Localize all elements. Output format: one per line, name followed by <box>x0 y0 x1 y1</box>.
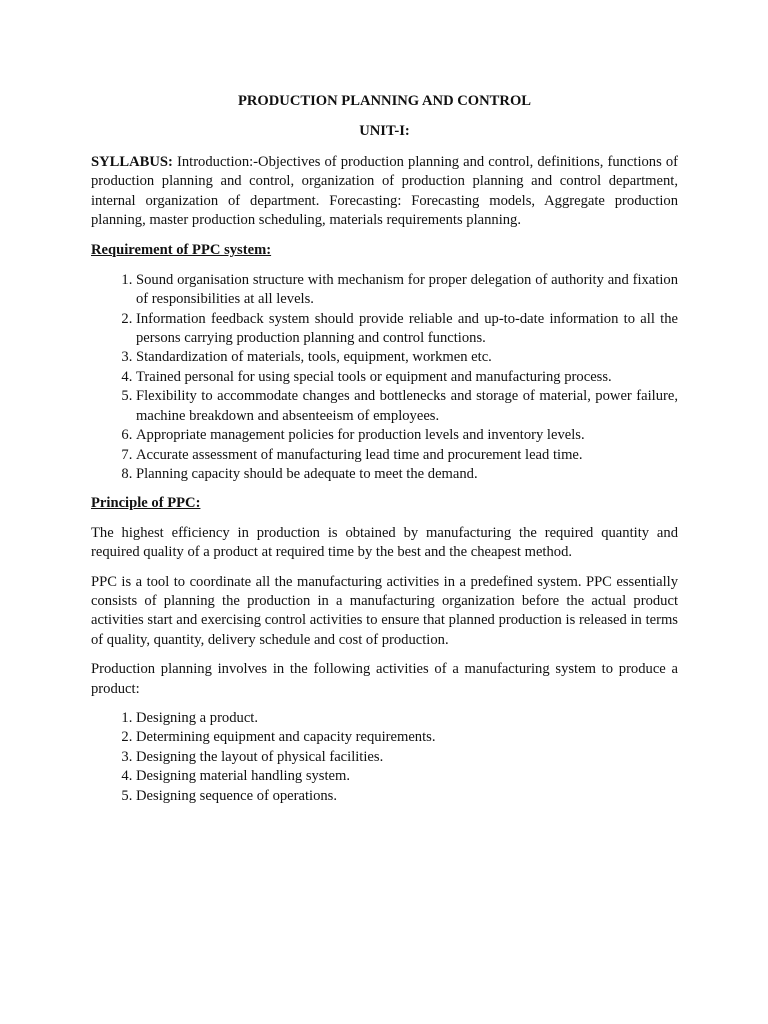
list-item: 5. Flexibility to accommodate changes and bottlenecks and storage of material, power failure, machine breakdown and absenteeism of employees. <box>136 387 678 426</box>
list-item: 4. Trained personal for using special tools or equipment and manufacturing process. <box>136 368 678 387</box>
list-item: 2. Information feedback system should provide reliable and up-to-date information to all the persons carrying production planning and control functions. <box>136 310 678 349</box>
list-item: 1. Designing a product. <box>136 709 678 728</box>
document-title: PRODUCTION PLANNING AND CONTROL <box>237 93 532 109</box>
principle-paragraph: The highest efficiency in production is obtained by manufacturing the required quantity and required quality of a product at required time by the best and the cheapest method. <box>91 524 678 561</box>
list-item: 5. Designing sequence of operations. <box>136 787 678 806</box>
list-item: 1. Sound organisation structure with mechanism for proper delegation of authority and fixation of responsibilities at all levels. <box>136 271 678 310</box>
principle-heading: Principle of PPC: <box>91 495 201 512</box>
syllabus-paragraph <box>91 153 678 231</box>
activities-list <box>91 709 678 806</box>
list-item: 6. Appropriate management policies for production levels and inventory levels. <box>136 426 678 445</box>
activities-intro-paragraph: Production planning involves in the following activities of a manufacturing system to produce a product: <box>91 661 678 697</box>
requirement-heading: Requirement of PPC system: <box>91 242 272 259</box>
syllabus-label: SYLLABUS: <box>91 153 173 170</box>
unit-heading: UNIT-I: <box>359 123 410 140</box>
ppc-paragraph: PPC is a tool to coordinate all the manufacturing activities in a predefined system. PPC essentially consists of planning the production in a manufacturing organization before the actual product activities start and exercising control activities to ensure that planned production is released in terms of quality, quantity, delivery schedule and cost of production. <box>91 573 678 648</box>
list-item: 8. Planning capacity should be adequate to meet the demand. <box>136 465 678 484</box>
list-item: 2. Determining equipment and capacity requirements. <box>136 728 678 747</box>
document-page <box>91 92 678 816</box>
list-item: 3. Designing the layout of physical facilities. <box>136 748 678 767</box>
list-item: 4. Designing material handling system. <box>136 767 678 786</box>
requirement-list <box>91 271 678 484</box>
list-item: 3. Standardization of materials, tools, equipment, workmen etc. <box>136 348 678 367</box>
syllabus-text: Introduction:-Objectives of production planning and control, definitions, functions of production planning and control, organization of production planning and control department, internal organization of department. Forecasting: Forecasting models, Aggregate production planning, master production scheduling, materials requirements planning. <box>91 153 678 229</box>
list-item: 7. Accurate assessment of manufacturing lead time and procurement lead time. <box>136 446 678 465</box>
